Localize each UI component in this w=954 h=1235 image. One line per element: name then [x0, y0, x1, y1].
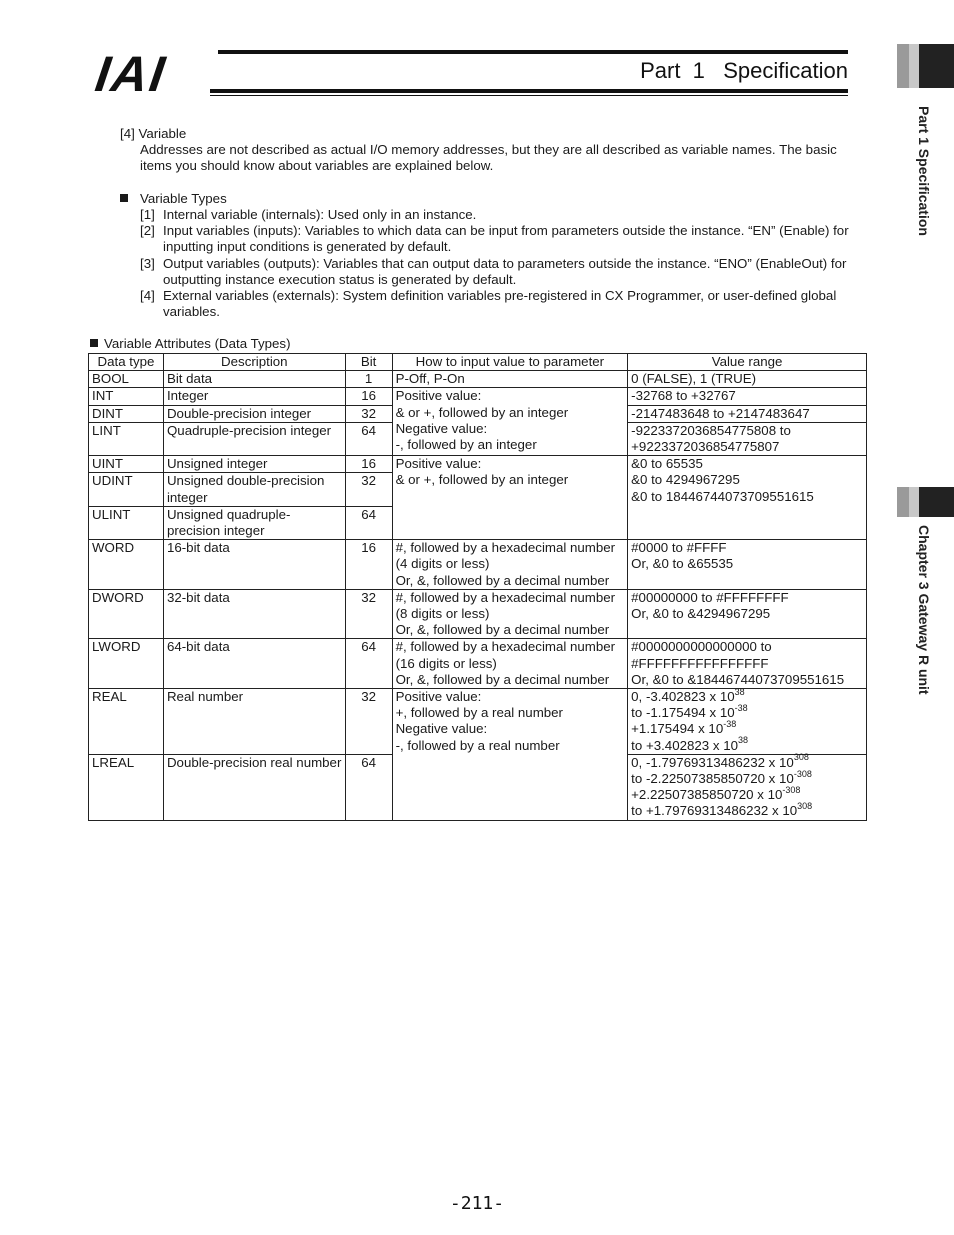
cell-type: REAL [89, 689, 164, 755]
cell-bit: 16 [345, 388, 392, 405]
cell-type: DWORD [89, 589, 164, 639]
column-header: Bit [345, 354, 392, 371]
cell-range: 0, -1.79769313486232 x $10^{308}$ to -2.22507385850720 x $10^{-308}$ +2.22507385850720 x $10^{-308}$ to +1.79769313486232 x $10^{308}$ [628, 754, 867, 820]
chapter-tab-marker [897, 487, 954, 517]
table-header-row [89, 354, 867, 371]
cell-range: &0 to 65535 &0 to 4294967295 &0 to 18446744073709551615 [628, 456, 867, 540]
iai-logo: IAI [92, 46, 170, 102]
cell-description: Real number [163, 689, 345, 755]
page-number: -211- [449, 1193, 505, 1214]
cell-range: 0 (FALSE), 1 (TRUE) [628, 371, 867, 388]
cell-description: Quadruple-precision integer [163, 422, 345, 455]
cell-bit: 64 [345, 754, 392, 820]
cell-description: Integer [163, 388, 345, 405]
variable-description: Addresses are not described as actual I/O memory addresses, but they are all described as variable names. The basic items you should know about variables are explained below. [140, 142, 837, 174]
list-item: [2] Input variables (inputs): Variables to which data can be input from parameters outside the instance. “EN” (Enable) for inputting input conditions is generated by default. [140, 223, 849, 255]
cell-bit: 32 [345, 589, 392, 639]
column-header: Description [163, 354, 345, 371]
cell-type: DINT [89, 405, 164, 422]
cell-type: INT [89, 388, 164, 405]
header-rule-bottom [210, 89, 848, 93]
cell-input: P-Off, P-On [392, 371, 628, 388]
table-row [89, 456, 867, 473]
cell-range: #0000 to #FFFF Or, &0 to &65535 [628, 540, 867, 590]
cell-description: Double-precision integer [163, 405, 345, 422]
cell-type: UINT [89, 456, 164, 473]
cell-bit: 16 [345, 456, 392, 473]
cell-bit: 16 [345, 540, 392, 590]
cell-bit: 64 [345, 639, 392, 689]
column-header: Data type [89, 354, 164, 371]
part-tab-marker [897, 44, 954, 88]
variable-types-heading: Variable Types [120, 191, 227, 207]
cell-type: UDINT [89, 473, 164, 506]
cell-description: 64-bit data [163, 639, 345, 689]
list-item: [4] External variables (externals): System definition variables pre-registered in CX Programmer, or user-defined global variables. [140, 288, 837, 320]
cell-type: LINT [89, 422, 164, 455]
cell-range: -2147483648 to +2147483647 [628, 405, 867, 422]
cell-type: ULINT [89, 506, 164, 539]
side-part-label: Part 1 Specification [916, 106, 932, 236]
cell-type: LREAL [89, 754, 164, 820]
variable-types-list [140, 207, 870, 320]
cell-description: Unsigned integer [163, 456, 345, 473]
page-header-title: Part 1 Specification [640, 58, 848, 83]
cell-description: 32-bit data [163, 589, 345, 639]
header-rule-thin [210, 95, 848, 96]
cell-bit: 32 [345, 473, 392, 506]
cell-range: #00000000 to #FFFFFFFF Or, &0 to &4294967295 [628, 589, 867, 639]
cell-description: Unsigned double-precision integer [163, 473, 345, 506]
list-item: [3] Output variables (outputs): Variables that can output data to parameters outside the instance. “ENO” (EnableOut) for outputting instance execution status is generated by default. [140, 255, 847, 287]
data-types-table [88, 353, 867, 821]
cell-description: Bit data [163, 371, 345, 388]
variable-heading: [4] Variable [120, 126, 187, 141]
bullet-square-icon [90, 339, 98, 347]
cell-range: -32768 to +32767 [628, 388, 867, 405]
table-row [89, 689, 867, 755]
cell-bit: 1 [345, 371, 392, 388]
table-row [89, 639, 867, 689]
variable-attributes-heading: Variable Attributes (Data Types) [90, 336, 291, 352]
table-row [89, 371, 867, 388]
cell-range: #0000000000000000 to #FFFFFFFFFFFFFFFF Or, &0 to &18446744073709551615 [628, 639, 867, 689]
column-header: Value range [628, 354, 867, 371]
cell-description: Double-precision real number [163, 754, 345, 820]
cell-bit: 32 [345, 405, 392, 422]
cell-type: WORD [89, 540, 164, 590]
cell-type: LWORD [89, 639, 164, 689]
cell-input: #, followed by a hexadecimal number (8 digits or less) Or, &, followed by a decimal number [392, 589, 628, 639]
cell-bit: 32 [345, 689, 392, 755]
cell-range: -9223372036854775808 to +9223372036854775807 [628, 422, 867, 455]
table-row [89, 540, 867, 590]
table-row [89, 388, 867, 405]
column-header: How to input value to parameter [392, 354, 628, 371]
cell-input: #, followed by a hexadecimal number (4 digits or less) Or, &, followed by a decimal number [392, 540, 628, 590]
cell-input: #, followed by a hexadecimal number (16 digits or less) Or, &, followed by a decimal number [392, 639, 628, 689]
table-row [89, 589, 867, 639]
header-rule-top [218, 50, 848, 54]
list-item: [1] Internal variable (internals): Used only in an instance. [140, 207, 477, 222]
cell-description: 16-bit data [163, 540, 345, 590]
bullet-square-icon [120, 194, 128, 202]
cell-bit: 64 [345, 506, 392, 539]
cell-description: Unsigned quadruple-precision integer [163, 506, 345, 539]
cell-input: Positive value: +, followed by a real number Negative value: -, followed by a real number [392, 689, 628, 821]
cell-range: 0, -3.402823 x $10^{38}$ to -1.175494 x $10^{-38}$ +1.175494 x $10^{-38}$ to +3.402823 x $10^{38}$ [628, 689, 867, 755]
cell-bit: 64 [345, 422, 392, 455]
side-chapter-label: Chapter 3 Gateway R unit [916, 525, 932, 695]
cell-type: BOOL [89, 371, 164, 388]
cell-input: Positive value: & or +, followed by an integer [392, 456, 628, 540]
cell-input: Positive value: & or +, followed by an integer Negative value: -, followed by an integer [392, 388, 628, 456]
